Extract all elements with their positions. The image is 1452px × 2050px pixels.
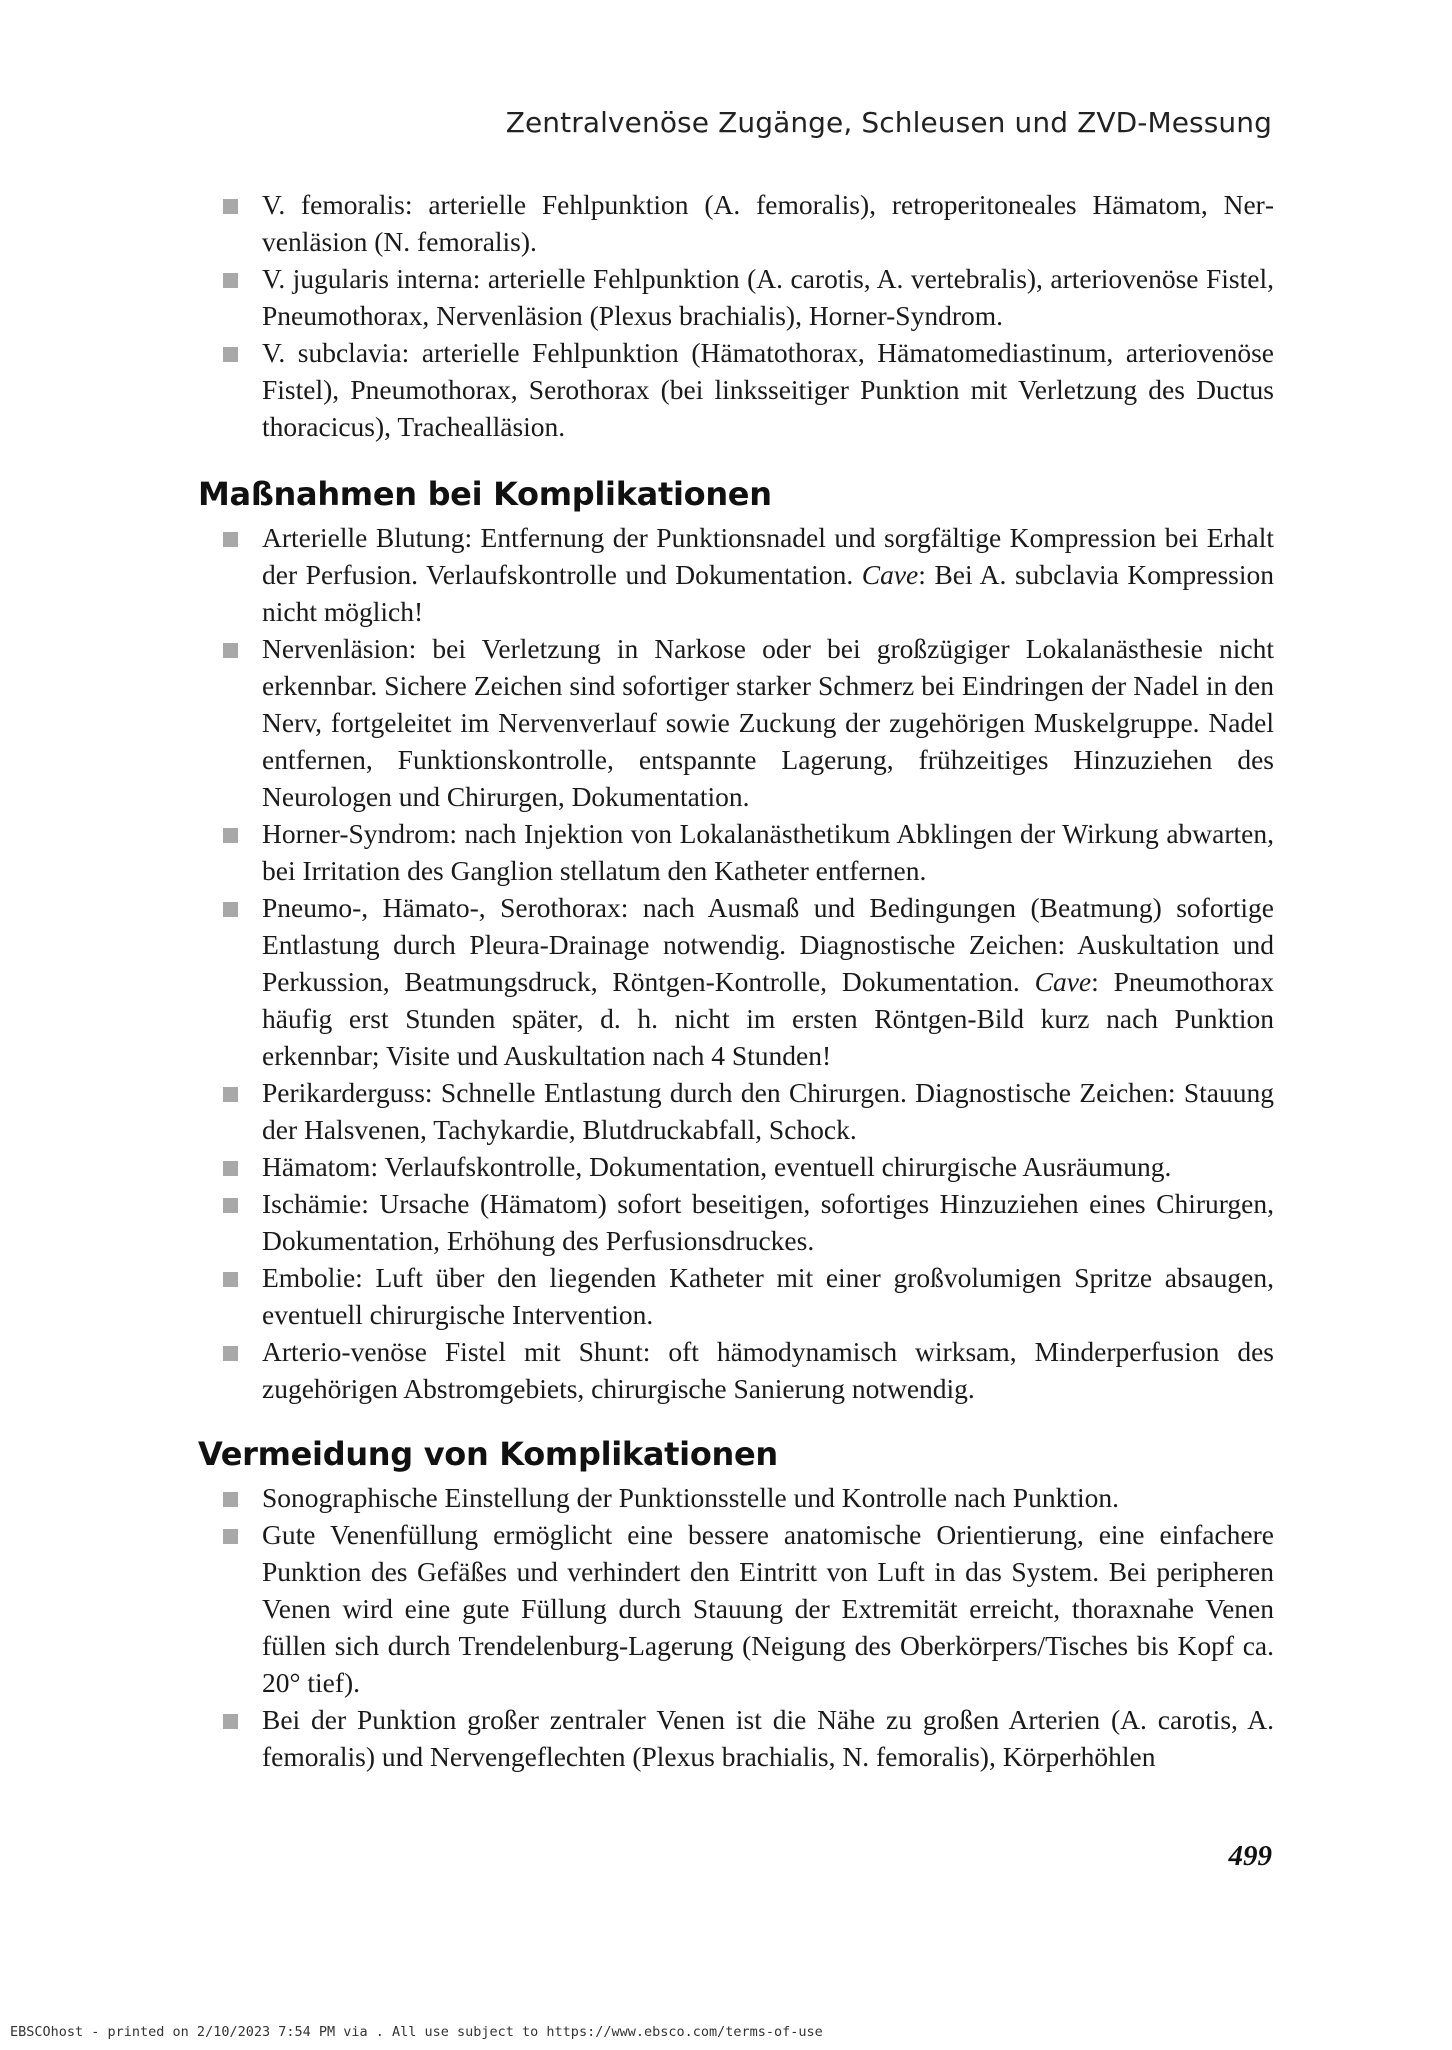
square-bullet-icon <box>223 1492 238 1507</box>
list-item: Sonographische Einstellung der Punktionsstelle und Kontrolle nach Punktion. <box>198 1479 1274 1516</box>
square-bullet-icon <box>223 1714 238 1729</box>
page-body <box>198 186 1274 1775</box>
section-heading: Maßnahmen bei Komplikationen <box>198 475 772 513</box>
list-item: Perikarderguss: Schnelle Entlastung durch den Chirurgen. Diagnostische Zeichen: Stauung der Halsvenen, Tachykardie, Blutdruckabfall, Schock. <box>198 1074 1274 1148</box>
square-bullet-icon <box>223 1198 238 1213</box>
intro-list <box>198 186 1274 445</box>
square-bullet-icon <box>223 1161 238 1176</box>
square-bullet-icon <box>223 902 238 917</box>
list-item: Gute Venenfüllung ermöglicht eine bessere anatomische Orientierung, eine einfachere Punktion des Gefäßes und verhindert den Eintritt von Luft in das System. Bei peripheren Venen wird eine gute Füllung durch Stauung der Extremität erreicht, thoraxnahe Venen füllen sich durch Trendelenburg-Lagerung (Neigung des Oberkörpers/Tisches bis Kopf ca. 20° tief). <box>198 1516 1274 1701</box>
list-item: Nervenläsion: bei Verletzung in Narkose oder bei großzügiger Lokalanästhesie nicht erkennbar. Sichere Zeichen sind sofortiger starker Schmerz bei Eindringen der Nadel in den Nerv, fortgeleitet im Nervenverlauf sowie Zuckung der zugehörigen Muskelgruppe. Nadel entfernen, Funktionskontrolle, entspannte Lagerung, frühzeitiges Hinzuziehen des Neurologen und Chirurgen, Dokumentation. <box>198 630 1274 815</box>
list-item: V. jugularis interna: arterielle Fehlpunktion (A. carotis, A. vertebralis), arteriovenöse Fistel, Pneumothorax, Nervenläsion (Plexus brachialis), Horner-Syndrom. <box>198 260 1274 334</box>
list-item: Ischämie: Ursache (Hämatom) sofort beseitigen, sofortiges Hinzuziehen eines Chirurgen, Dokumentation, Erhöhung des Perfusionsdruckes. <box>198 1185 1274 1259</box>
section-heading: Vermeidung von Komplikationen <box>198 1435 778 1473</box>
square-bullet-icon <box>223 1346 238 1361</box>
square-bullet-icon <box>223 273 238 288</box>
list-item: Bei der Punktion großer zentraler Venen ist die Nähe zu großen Arterien (A. carotis, A. femoralis) und Nervengeflechten (Plexus brachialis, N. femoralis), Körperhöhlen <box>198 1701 1274 1775</box>
square-bullet-icon <box>223 1087 238 1102</box>
square-bullet-icon <box>223 347 238 362</box>
complications-measures-list <box>198 519 1274 1407</box>
square-bullet-icon <box>223 643 238 658</box>
list-item: Hämatom: Verlaufskontrolle, Dokumentation, eventuell chirurgische Ausräumung. <box>198 1148 1274 1185</box>
square-bullet-icon <box>223 532 238 547</box>
list-item: V. subclavia: arterielle Fehlpunktion (Hämatothorax, Hämatomediastinum, arteriovenöse Fistel), Pneumothorax, Serothorax (bei linksseitiger Punktion mit Verletzung des Ductus thoracicus), Trachealläsion. <box>198 334 1274 445</box>
list-item: V. femoralis: arterielle Fehlpunktion (A. femoralis), retroperitoneales Hämatom, Nervenläsion (N. femoralis). <box>198 186 1274 260</box>
list-item: Pneumo-, Hämato-, Serothorax: nach Ausmaß und Bedingungen (Beatmung) sofortige Entlastung durch Pleura-Drainage notwendig. Diagnostische Zeichen: Auskultation und Perkussion, Beatmungsdruck, Röntgen-Kontrolle, Dokumentation. Cave: Pneumothorax häufig erst Stunden später, d. h. nicht im ersten Röntgen-Bild kurz nach Punktion erkennbar; Visite und Auskultation nach 4 Stunden! <box>198 889 1274 1074</box>
list-item: Horner-Syndrom: nach Injektion von Lokalanästhetikum Abklingen der Wirkung abwarten, bei Irritation des Ganglion stellatum den Katheter entfernen. <box>198 815 1274 889</box>
list-item: Embolie: Luft über den liegenden Katheter mit einer großvolumigen Spritze absaugen, eventuell chirurgische Intervention. <box>198 1259 1274 1333</box>
list-item: Arterielle Blutung: Entfernung der Punktionsnadel und sorgfältige Kompression bei Erhalt der Perfusion. Verlaufskontrolle und Dokumentation. Cave: Bei A. subclavia Kompression nicht möglich! <box>198 519 1274 630</box>
running-head: Zentralvenöse Zugänge, Schleusen und ZVD-Messung <box>505 106 1272 139</box>
list-item: Arterio-venöse Fistel mit Shunt: oft hämodynamisch wirksam, Minderperfusion des zugehörigen Abstromgebiets, chirurgische Sanierung notwendig. <box>198 1333 1274 1407</box>
page-number: 499 <box>1228 1840 1272 1872</box>
square-bullet-icon <box>223 1529 238 1544</box>
print-footer: EBSCOhost - printed on 2/10/2023 7:54 PM via . All use subject to https://www.ebsco.com/terms-of-use <box>10 2024 823 2040</box>
square-bullet-icon <box>223 199 238 214</box>
square-bullet-icon <box>223 828 238 843</box>
complications-prevention-list <box>198 1479 1274 1775</box>
square-bullet-icon <box>223 1272 238 1287</box>
